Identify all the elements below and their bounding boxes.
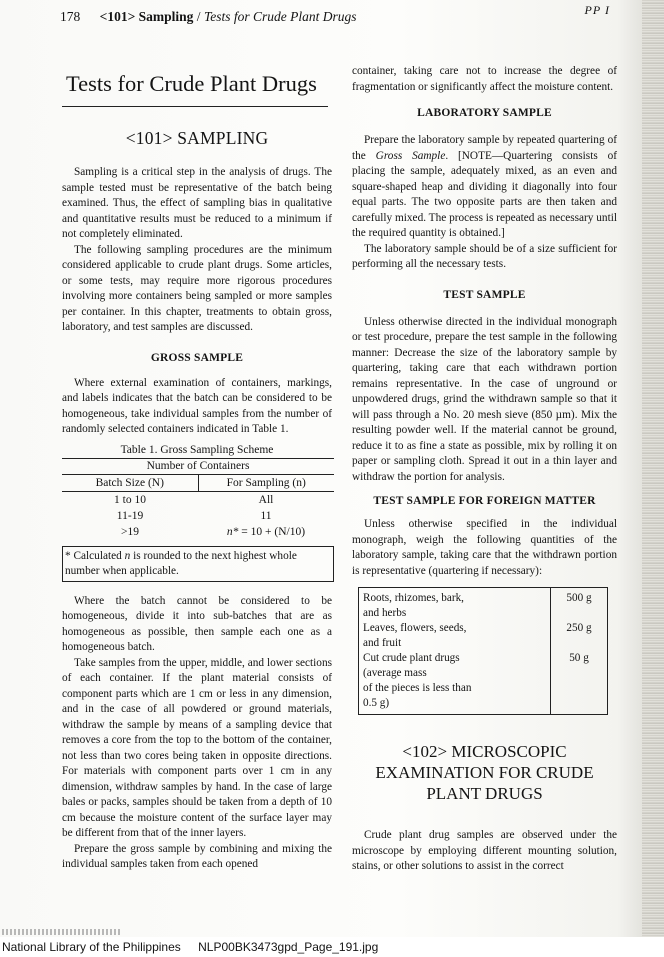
- right-column: [352, 64, 617, 875]
- lab-text-rest: . [NOTE—Quartering consists of placing the sample, adequately mixed, as an even and square-shaped heap and dividing it diagonally into four equal parts. The two opposite parts are then taken and carefully mixed. The process is repeated as necessary until the required quantity is obtained.]: [352, 149, 617, 239]
- footnote-text: is rounded to the next highest whole number when applicable.: [65, 549, 297, 577]
- title-line: PLANT DRUGS: [426, 784, 543, 803]
- test-sample-heading: TEST SAMPLE: [443, 288, 526, 301]
- sampling-method-paragraph: Take samples from the upper, middle, and lower sections of each container. If the plant material consists of component parts which are 1 cm or less in any dimension, and in the case of all powdered or ground materials, withdraw the sample by means of a sampling device that removes a core from the top to the bottom of the container, not less than two cores being taken in opposite directions. For materials with component parts over 1 cm in any dimension, withdraw samples by hand. In the case of large bales or packs, samples should be taken from a depth of 10 cm because the moisture content of the surface layer may be different from that of the inner layers.: [62, 656, 332, 839]
- header-separator: /: [196, 9, 201, 24]
- amount-cell: 250 g: [551, 621, 608, 651]
- material-line: Cut crude plant drugs: [363, 652, 460, 664]
- scan-artifact: [2, 929, 122, 935]
- table-row: [62, 491, 334, 508]
- formula-text: = 10 + (N/10): [238, 525, 306, 538]
- table-row: [359, 621, 608, 651]
- chapter-title: Tests for Crude Plant Drugs: [66, 71, 317, 96]
- header-section-code: <101> Sampling: [99, 9, 194, 24]
- table1-sampling-cell: 11: [260, 509, 272, 522]
- lab-text-start: Prepare the laboratory sample by repeated quartering of the: [352, 134, 617, 162]
- material-line: of the pieces is less than: [363, 682, 472, 694]
- formula-variable: n*: [226, 525, 239, 538]
- laboratory-sample-heading: LABORATORY SAMPLE: [417, 107, 552, 119]
- material-cell: [359, 651, 551, 715]
- table1-sampling-cell: All: [258, 493, 274, 506]
- table1-batch-cell: >19: [121, 525, 139, 538]
- page-edge-shadow: [642, 0, 664, 940]
- table1-col-batch-size: Batch Size (N): [62, 474, 198, 491]
- laboratory-paragraph-2: The laboratory sample should be of a size sufficient for performing all the necessary tests.: [352, 242, 617, 270]
- intro-text: [62, 165, 332, 336]
- gross-sample-heading: GROSS SAMPLE: [150, 351, 244, 364]
- material-line: and fruit: [363, 637, 402, 649]
- material-line: Roots, rhizomes, bark,: [363, 592, 464, 604]
- amount-cell: 50 g: [551, 651, 608, 715]
- foreign-matter-table: [358, 587, 608, 715]
- amount-cell: 500 g: [551, 588, 608, 622]
- header-running-title: Tests for Crude Plant Drugs: [203, 9, 357, 24]
- file-name: NLP00BK3473gpd_Page_191.jpg: [198, 940, 379, 954]
- table1-caption: Table 1. Gross Sampling Scheme: [120, 443, 274, 456]
- foreign-matter-paragraph: Unless otherwise specified in the individual monograph, weigh the following quantities of the laboratory sample, taking care that the withdrawn portion is representative (quartering if necessary):: [352, 518, 617, 577]
- table-row: [359, 588, 608, 622]
- material-line: (average mass: [363, 667, 427, 679]
- page-number: 178: [60, 9, 81, 24]
- table-row: [62, 524, 334, 546]
- table1-group-header: Number of Containers: [62, 458, 334, 474]
- test-sample-paragraph: Unless otherwise directed in the individual monograph or test procedure, prepare the test sample in the following manner: Decrease the size of the laboratory sample by quartering, taking care that each withdrawn portion remains representative. In the case of unground or unpowdered drugs, grind the withdrawn sample so that it will pass through a No. 20 mesh sieve (850 µm). Mix the resulting powder well. If the material cannot be ground, reduce it to as fine a state as possible, mix by rolling it on paper or sampling cloth. Spread it out in a thin layer and withdraw the portion for analysis.: [352, 315, 617, 483]
- prepare-gross-paragraph: Prepare the gross sample by combining and mixing the individual samples taken from each opened: [62, 842, 332, 870]
- intro-paragraph-2: The following sampling procedures are the minimum considered applicable to crude plant drugs. Some articles, or some tests, may require more rigorous procedures involving more containers being sampled or more samples per container. In this chapter, treatments to obtain gross, laboratory, and test samples are discussed.: [62, 243, 332, 333]
- footnote-prefix: * Calculated: [65, 549, 125, 562]
- sampling-section-title: <101> SAMPLING: [125, 128, 269, 148]
- intro-paragraph-1: Sampling is a critical step in the analysis of drugs. The sample tested must be representative of the batch being examined. Thus, the effect of sampling bias in qualitative and quantitative results must be reduced to a minimum if not completely eliminated.: [62, 166, 332, 240]
- material-line: Leaves, flowers, seeds,: [363, 622, 467, 634]
- gross-sample-paragraph: Where external examination of containers, markings, and labels indicates that the batch can be considered to be homogeneous, take individual samples from the number of randomly selected containers indicated in Table 1.: [62, 376, 332, 435]
- material-line: and herbs: [363, 607, 407, 619]
- table1-sampling-cell: [198, 524, 334, 546]
- title-rule: [62, 106, 328, 107]
- table1-batch-cell: 1 to 10: [114, 493, 146, 506]
- microscopic-paragraph: Crude plant drug samples are observed under the microscope by employing different mounting solution, stains, or other solutions to assist in the correct: [352, 829, 617, 872]
- gross-sampling-table: [62, 458, 334, 546]
- title-line: EXAMINATION FOR CRUDE: [375, 763, 594, 782]
- homogeneity-paragraph: Where the batch cannot be considered to be homogeneous, divide it into sub-batches that are as homogeneous as possible, then sample each one as a homogeneous batch.: [62, 594, 332, 653]
- laboratory-paragraph-1: [352, 133, 617, 242]
- corner-mark: PP I: [584, 3, 610, 17]
- table1-col-for-sampling: For Sampling (n): [198, 474, 334, 491]
- footnote-variable: n: [124, 549, 131, 562]
- material-line: 0.5 g): [363, 697, 390, 709]
- microscopic-section-title: [352, 741, 617, 804]
- table-row: [62, 508, 334, 524]
- after-table-text: [62, 594, 332, 873]
- title-line: <102> MICROSCOPIC: [402, 742, 567, 761]
- material-cell: [359, 621, 551, 651]
- foreign-matter-heading: TEST SAMPLE FOR FOREIGN MATTER: [373, 495, 596, 507]
- running-header: [60, 9, 356, 25]
- table1-footnote: [62, 546, 334, 582]
- continuation-paragraph: container, taking care not to increase the degree of fragmentation or significantly affect the moisture content.: [352, 65, 617, 93]
- library-credit: National Library of the Philippines: [2, 940, 181, 954]
- material-cell: [359, 588, 551, 622]
- gross-sample-italic: Gross Sample: [375, 149, 446, 162]
- left-column: [62, 64, 332, 873]
- scan-footer: [0, 937, 664, 957]
- table1-batch-cell: 11-19: [116, 509, 144, 522]
- table-row: [359, 651, 608, 715]
